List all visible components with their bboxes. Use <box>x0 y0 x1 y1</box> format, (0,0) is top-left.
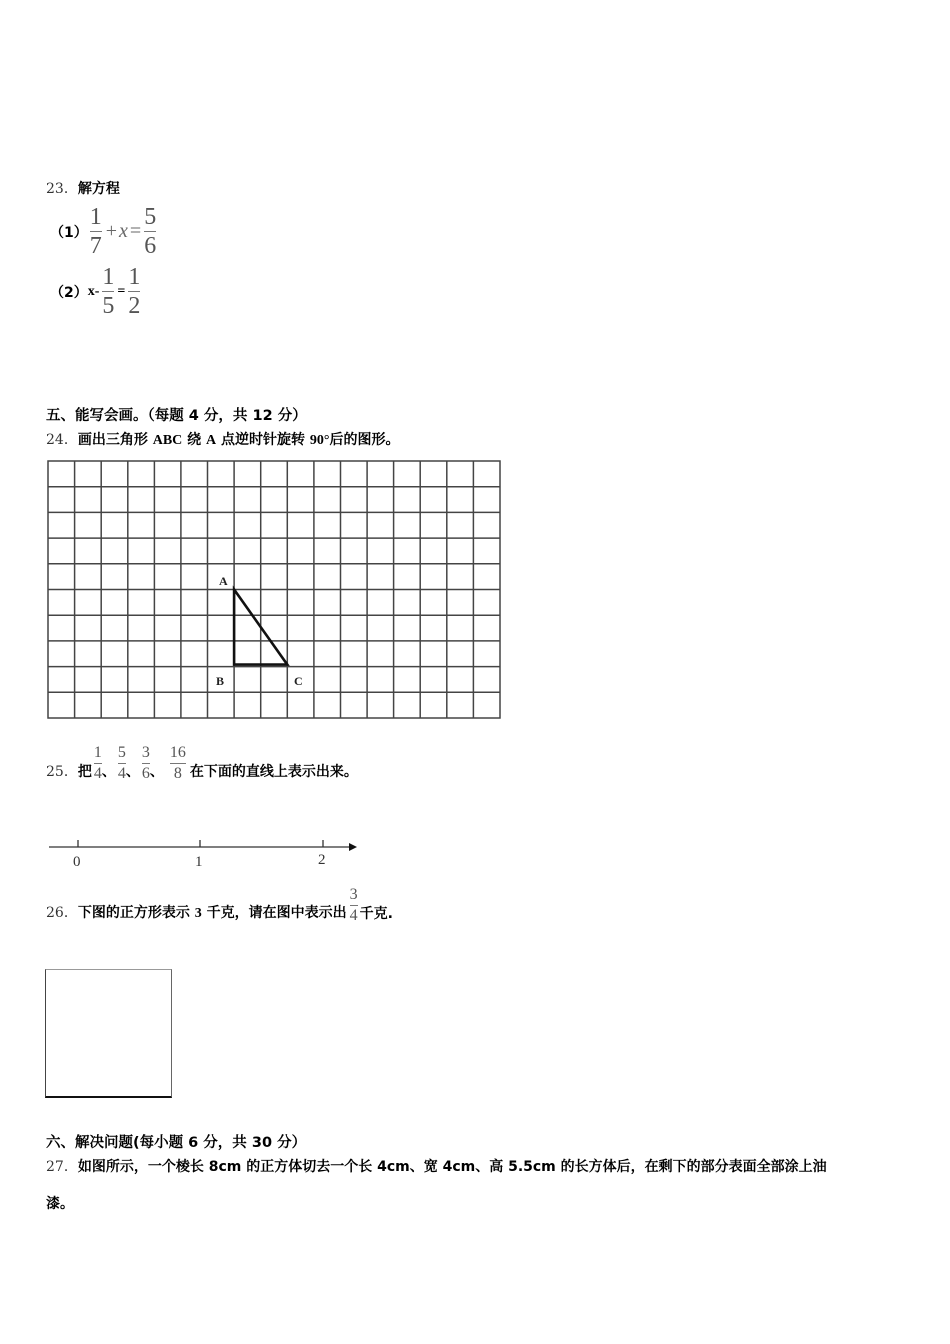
q25-fraction-2: $\frac{5}{4}$ <box>117 744 126 782</box>
point-c-label: C <box>294 674 303 688</box>
eq2-rhs-fraction: $\frac{1}{2}$ <box>128 264 141 319</box>
eq1-variable: x <box>119 220 128 242</box>
tick-2: 2 <box>318 852 326 868</box>
point-a-label: A <box>219 574 228 588</box>
arrow-right-icon <box>349 843 357 851</box>
eq2-lhs-fraction: $\frac{1}{5}$ <box>102 264 115 319</box>
grid-lines <box>48 461 500 718</box>
section-5-heading: 五、能写会画。（每题 4 分，共 12 分） <box>46 408 307 424</box>
eq1-plus: + <box>105 220 118 242</box>
eq2-label: （2） <box>50 284 88 301</box>
eq1-label: （1） <box>50 224 88 241</box>
q25-prompt: 25．把 $\frac{1}{4}$ 、 $\frac{5}{4}$ 、 $\frac{3}{6}$ 、 $\frac{16}{8}$ 在下面的直线上表示出来。 <box>46 744 358 782</box>
q24-prompt: 24．画出三角形 ABC 绕 A 点逆时针旋转 90°后的图形。 <box>46 432 400 448</box>
tick-0: 0 <box>73 854 81 870</box>
eq1-lhs-fraction: $\frac{1}{7}$ <box>89 204 102 259</box>
q25-fraction-3: $\frac{3}{6}$ <box>141 744 150 782</box>
rotation-grid[interactable] <box>46 459 504 722</box>
square-3kg[interactable] <box>45 969 172 1098</box>
tick-1: 1 <box>195 854 203 870</box>
q27-line-1: 27．如图所示，一个棱长 8cm 的正方体切去一个长 4cm、宽 4cm、高 5.5cm 的长方体后，在剩下的部分表面全部涂上油 <box>46 1159 827 1175</box>
q23-equation-2 <box>50 265 140 318</box>
number-line[interactable] <box>46 832 366 872</box>
q23-title: 解方程 <box>77 181 120 197</box>
q26-fraction: $\frac{3}{4}$ <box>349 886 358 924</box>
q23-equation-1 <box>50 205 156 258</box>
eq1-rhs-fraction: $\frac{5}{6}$ <box>144 204 157 259</box>
q25-fraction-4: $\frac{16}{8}$ <box>169 744 186 782</box>
eq2-equals: = <box>117 283 126 299</box>
q26-prompt: 26．下图的正方形表示 3 千克，请在图中表示出 $\frac{3}{4}$ 千克. <box>46 886 393 924</box>
q25-fraction-1: $\frac{1}{4}$ <box>93 744 102 782</box>
section-6-heading: 六、解决问题(每小题 6 分，共 30 分） <box>46 1135 307 1151</box>
point-b-label: B <box>216 674 225 688</box>
q23-title-line <box>46 178 120 198</box>
eq1-equals: = <box>129 220 142 242</box>
eq2-prefix: x- <box>87 283 100 299</box>
q27-line-2: 漆。 <box>46 1196 74 1212</box>
q23-number: 23． <box>46 181 78 197</box>
